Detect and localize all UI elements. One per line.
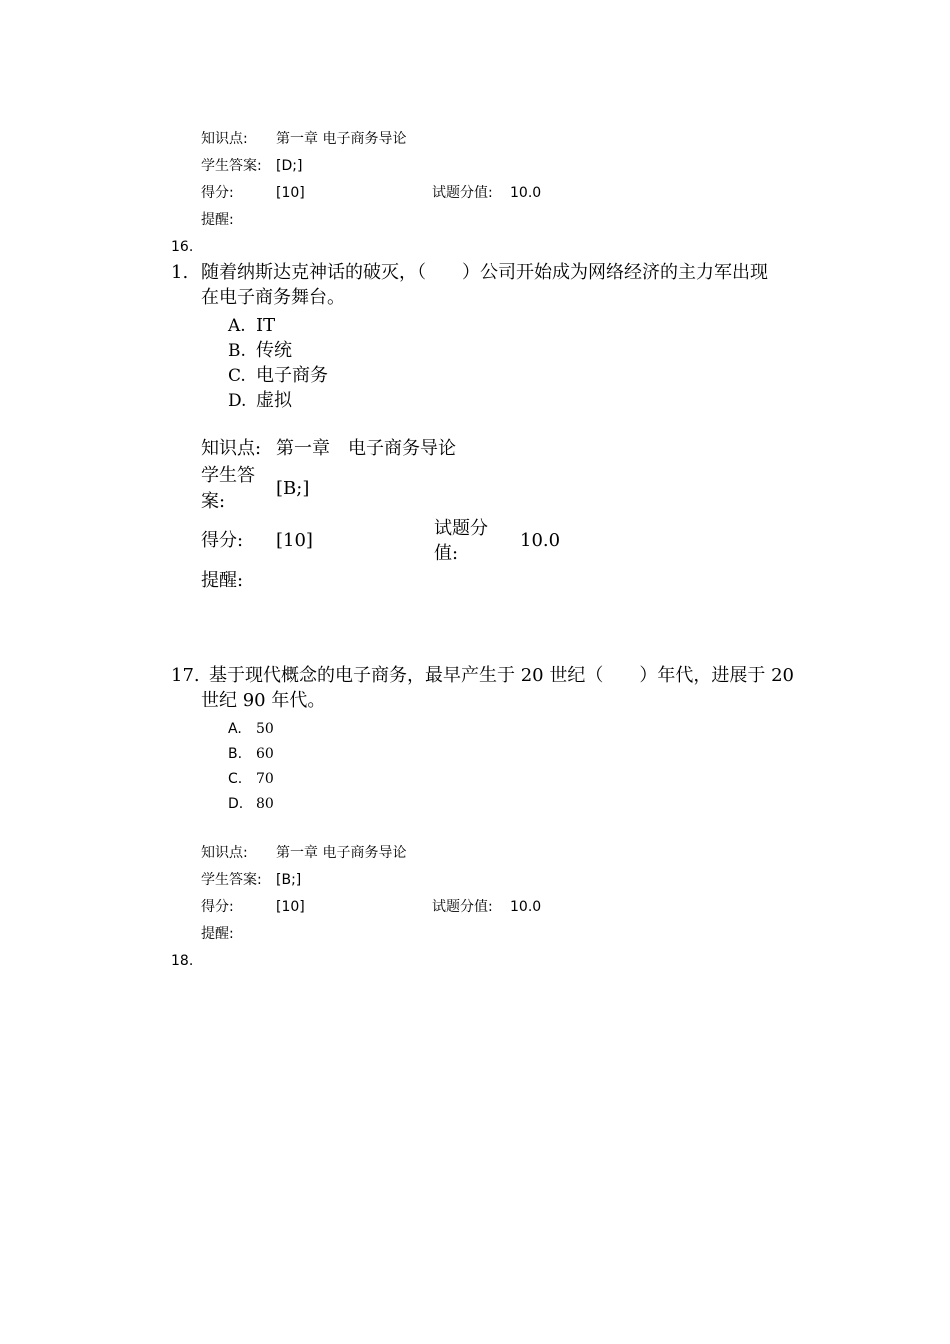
option-letter: A. [228,721,242,737]
score-label: 得分: [201,185,234,201]
score-label: 得分: [201,899,234,915]
answer-label-continued: 案: [201,491,226,512]
question-number: 16. [171,239,194,255]
question-number: 18. [171,953,194,969]
score-label: 得分: [201,530,244,551]
points-label-continued: 值: [434,543,459,564]
option-letter: C. [228,771,243,787]
question-number: 17. [171,665,200,686]
question-stem: 随着纳斯达克神话的破灭，（ ）公司开始成为网络经济的主力军出现 [201,262,768,283]
option-text: 70 [256,771,274,787]
answer-label: 学生答案: [201,872,262,888]
answer-value: [B;] [276,478,310,499]
hint-label: 提醒: [201,926,234,942]
question-stem-continued: 在电子商务舞台。 [201,287,345,308]
points-label: 试题分值: [432,899,493,915]
question-stem: 基于现代概念的电子商务，最早产生于 20 世纪（ ）年代，进展于 20 [209,665,794,686]
knowledge-value: 第一章 电子商务导论 [276,845,407,861]
option-letter: A. [228,316,246,336]
option-letter: D. [228,796,244,812]
option-letter: B. [228,341,246,361]
option-text: 电子商务 [256,365,328,386]
option-letter: B. [228,746,243,762]
answer-label: 学生答案: [201,158,262,174]
option-text: 传统 [256,340,292,361]
points-label: 试题分值: [432,185,493,201]
knowledge-label: 知识点: [201,845,248,861]
item-number: 1. [171,262,189,283]
score-value: [10] [276,185,305,201]
option-text: 60 [256,746,274,762]
answer-value: [B;] [276,872,302,888]
option-text: IT [256,315,276,336]
knowledge-value: 第一章 电子商务导论 [276,131,407,147]
question-stem-continued: 世纪 90 年代。 [201,690,326,711]
option-letter: D. [228,391,247,411]
hint-label: 提醒: [201,212,234,228]
option-text: 虚拟 [256,390,292,411]
score-value: [10] [276,899,305,915]
option-text: 80 [256,796,274,812]
points-value: 10.0 [510,899,542,915]
points-value: 10.0 [510,185,542,201]
answer-label: 学生答 [201,465,255,486]
option-text: 50 [256,721,274,737]
knowledge-label: 知识点: [201,131,248,147]
option-letter: C. [228,366,246,386]
points-value: 10.0 [520,530,561,551]
points-label: 试题分 [434,518,488,539]
knowledge-label: 知识点: [201,438,262,459]
knowledge-value: 第一章 电子商务导论 [276,438,456,459]
score-value: [10] [276,530,313,551]
answer-value: [D;] [276,158,303,174]
hint-label: 提醒: [201,570,244,591]
